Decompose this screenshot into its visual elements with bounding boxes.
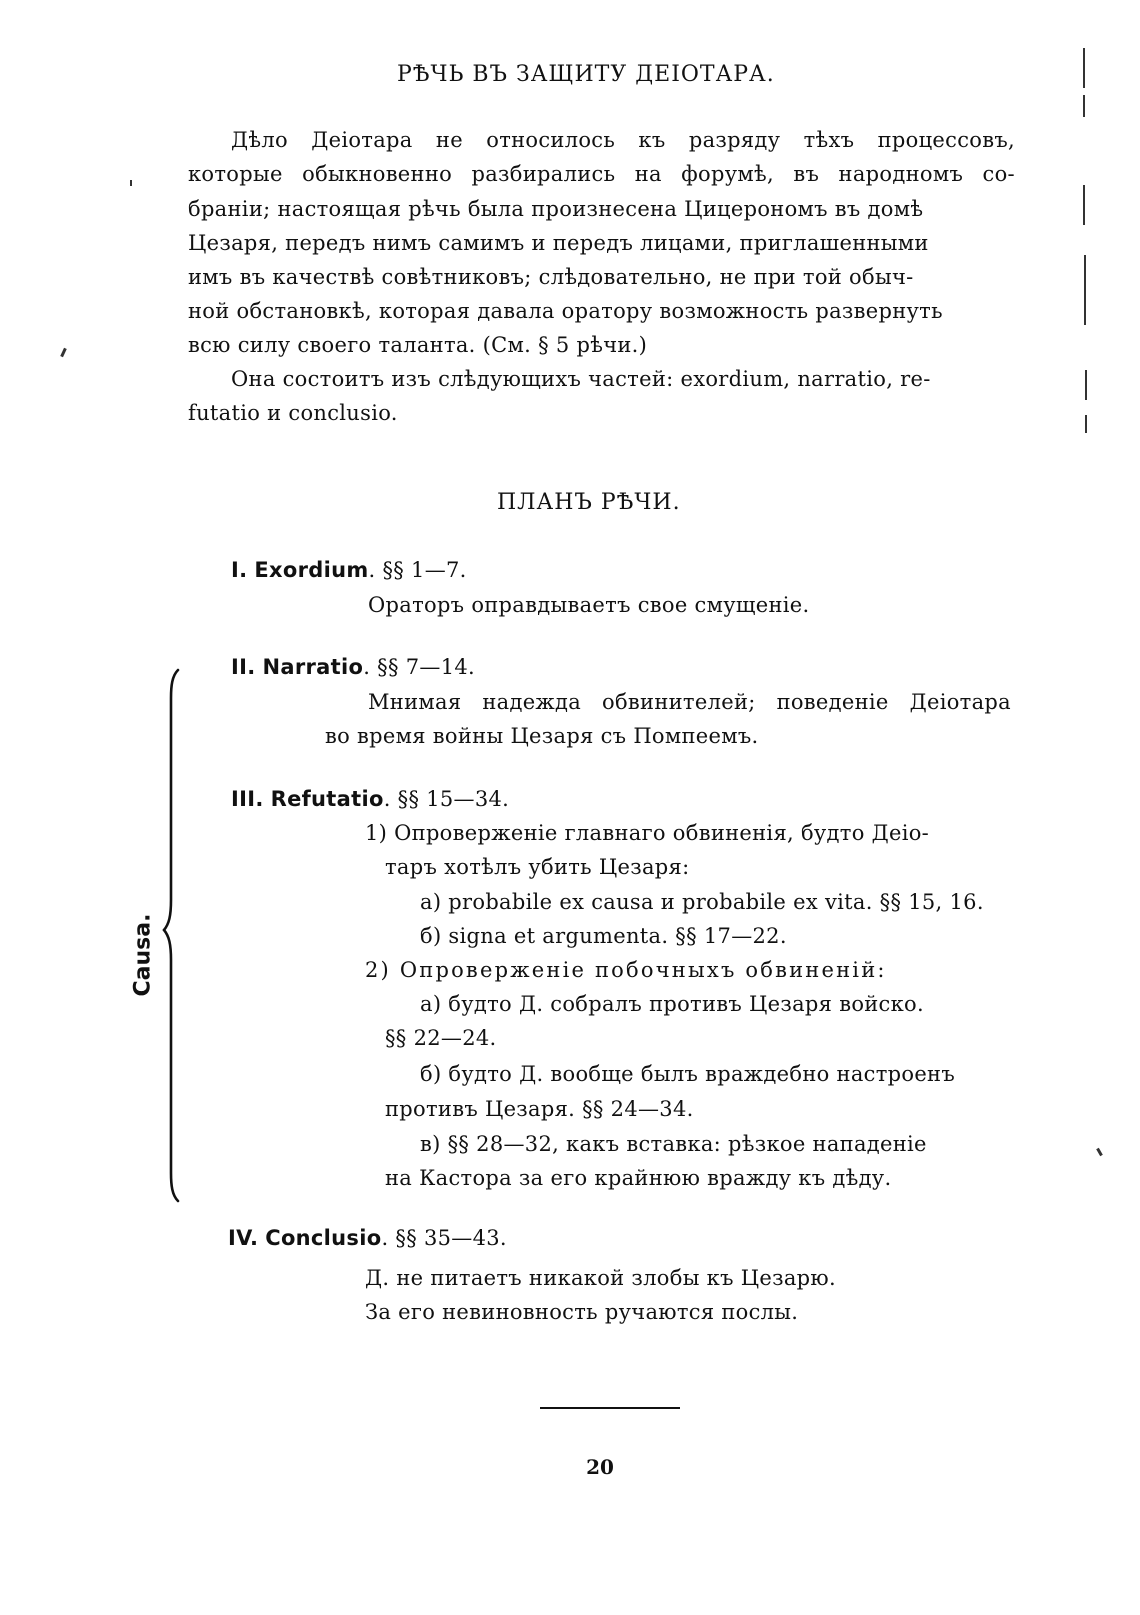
section-header: [231, 553, 467, 587]
section-line: б) signa et argumenta. §§ 17—22.: [420, 924, 787, 948]
scan-mark: [1083, 95, 1085, 117]
section-refs: . §§ 7—14.: [363, 655, 475, 679]
intro-line: всю силу своего таланта. (См. § 5 рѣчи.): [188, 333, 648, 357]
scan-mark: [60, 348, 67, 357]
scan-mark: [1084, 255, 1086, 325]
section-numeral: IV.: [228, 1226, 259, 1250]
section-line: §§ 22—24.: [385, 1026, 497, 1050]
section-line: б) будто Д. вообще былъ враждебно настроенъ: [420, 1062, 955, 1086]
intro-line: Дѣло Деіотара не относилось къ разряду тѣхъ процессовъ,: [231, 128, 1015, 152]
intro-line: Цезаря, передъ нимъ самимъ и передъ лицами, приглашенными: [188, 231, 929, 255]
scan-mark: [1083, 185, 1085, 225]
intro-line: Она состоитъ изъ слѣдующихъ частей: exordium, narratio, re-: [231, 367, 931, 391]
section-name: Exordium: [254, 558, 369, 582]
section-line: на Кастора за его крайнюю вражду къ дѣду.: [385, 1166, 892, 1190]
section-line: противъ Цезаря. §§ 24—34.: [385, 1097, 694, 1121]
section-line: 2) Опроверженіе побочныхъ обвиненій:: [365, 958, 887, 982]
scan-mark: [1085, 370, 1087, 400]
section-refs: . §§ 35—43.: [381, 1226, 507, 1250]
section-line: Мнимая надежда обвинителей; поведеніе Деіотара: [368, 690, 1011, 714]
causa-brace: [162, 668, 182, 1203]
intro-line: futatio и conclusio.: [188, 401, 398, 425]
scan-mark: [1096, 1148, 1103, 1156]
section-line: а) probabile ex causa и probabile ex vita. §§ 15, 16.: [420, 890, 984, 914]
section-line: во время войны Цезаря съ Помпеемъ.: [325, 724, 759, 748]
section-header: [231, 650, 475, 684]
section-refs: . §§ 1—7.: [368, 558, 467, 582]
section-name: Narratio: [262, 655, 364, 679]
section-header: [228, 1221, 507, 1255]
intro-line: браніи; настоящая рѣчь была произнесена Цицерономъ въ домѣ: [188, 197, 924, 221]
scan-mark: [1083, 48, 1085, 88]
section-line: 1) Опроверженіе главнаго обвиненія, будто Деіо-: [365, 821, 930, 845]
plan-heading: ПЛАНЪ РѢЧИ.: [497, 490, 681, 515]
section-refs: . §§ 15—34.: [383, 787, 510, 811]
section-line: За его невиновность ручаются послы.: [365, 1300, 799, 1324]
page-title: РѢЧЬ ВЪ ЗАЩИТУ ДЕІОТАРА.: [397, 62, 775, 87]
section-numeral: II.: [231, 655, 256, 679]
section-line: а) будто Д. собралъ противъ Цезаря войско.: [420, 992, 924, 1016]
section-line: таръ хотѣлъ убить Цезаря:: [385, 855, 690, 879]
intro-line: имъ въ качествѣ совѣтниковъ; слѣдовательно, не при той обыч-: [188, 265, 914, 289]
section-numeral: I.: [231, 558, 248, 582]
intro-line: которые обыкновенно разбирались на форумѣ, въ народномъ со-: [188, 162, 1015, 186]
section-line: Ораторъ оправдываетъ свое смущеніе.: [368, 593, 810, 617]
section-line: Д. не питаетъ никакой злобы къ Цезарю.: [365, 1266, 836, 1290]
section-line: в) §§ 28—32, какъ вставка: рѣзкое нападеніе: [420, 1132, 927, 1156]
causa-label: Causa.: [130, 913, 156, 997]
scan-mark: [1085, 415, 1087, 433]
section-name: Refutatio: [270, 787, 384, 811]
intro-line: ной обстановкѣ, которая давала оратору возможность развернуть: [188, 299, 943, 323]
section-header: [231, 782, 509, 816]
section-numeral: III.: [231, 787, 264, 811]
page-number: 20: [586, 1455, 614, 1479]
separator-rule: [540, 1407, 680, 1409]
section-name: Conclusio: [265, 1226, 382, 1250]
scan-mark: [130, 180, 132, 186]
